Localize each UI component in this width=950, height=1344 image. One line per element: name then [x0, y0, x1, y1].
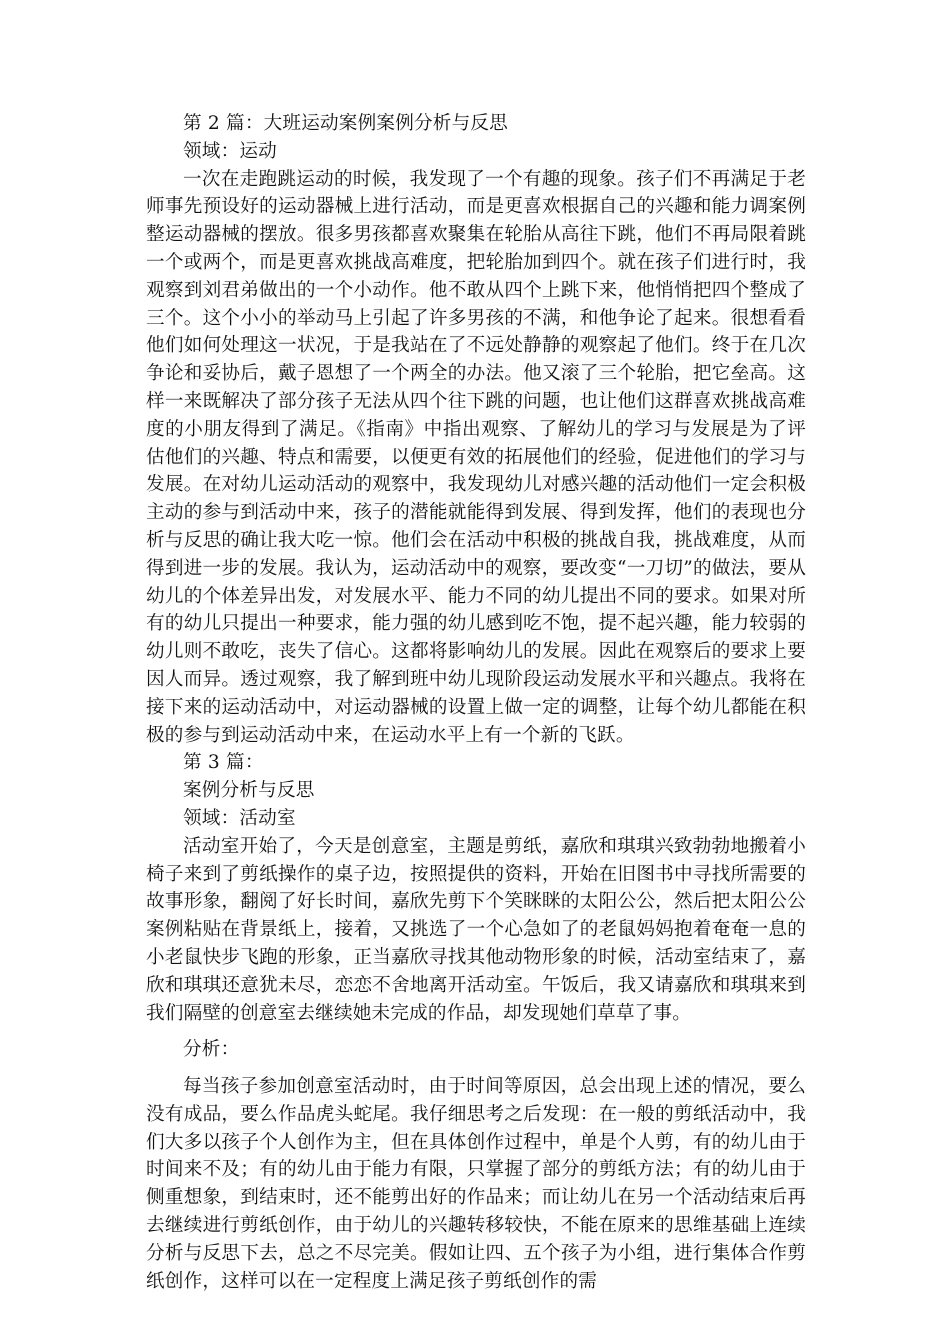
article-2-domain: 领域：运动: [183, 140, 277, 162]
article-3-paragraph-1: 活动室开始了，今天是创意室，主题是剪纸，嘉欣和琪琪兴致勃勃地搬着小椅子来到了剪纸操作的桌子边，按照提供的资料，开始在旧图书中寻找所需要的故事形象，翻阅了好长时间，嘉欣先剪下个笑眯眯的太阳公公，然后把太阳公公案例粘贴在背景纸上，接着，又挑选了一个心急如了的老鼠妈妈抱着奄奄一息的小老鼠快步飞跑的形象，正当嘉欣寻找其他动物形象的时候，活动室结束了，嘉欣和琪琪还意犹未尽，恋恋不舍地离开活动室。午饭后，我又请嘉欣和琪琪来到我们隔壁的创意室去继续她未完成的作品，却发现她们草草了事。: [146, 835, 806, 1024]
analysis-label: 分析：: [183, 1039, 240, 1061]
article-3-title: 第 3 篇：: [183, 752, 264, 774]
article-3-domain: 领域：活动室: [183, 807, 296, 829]
article-2-title: 第 2 篇：大班运动案例案例分析与反思: [183, 113, 508, 134]
article-2-paragraph: 一次在走跑跳运动的时候，我发现了一个有趣的现象。孩子们不再满足于老师事先预设好的运动器械上进行活动，而是更喜欢根据自己的兴趣和能力调案例整运动器械的摆放。很多男孩都喜欢聚集在轮胎从高往下跳，他们不再局限着跳一个或两个，而是更喜欢挑战高难度，把轮胎加到四个。就在孩子们进行时，我观察到刘君弟做出的一个小动作。他不敢从四个上跳下来，他悄悄把四个整成了三个。这个小小的举动马上引起了许多男孩的不满，和他争论了起来。很想看看他们如何处理这一状况，于是我站在了不远处静静的观察起了他们。终于在几次争论和妥协后，戴子恩想了一个两全的办法。他又滚了三个轮胎，把它垒高。这样一来既解决了部分孩子无法从四个往下跳的问题，也让他们这群喜欢挑战高难度的小朋友得到了满足。《指南》中指出观察、了解幼儿的学习与发展是为了评估他们的兴趣、特点和需要，以便更有效的拓展他们的经验，促进他们的学习与发展。在对幼儿运动活动的观察中，我发现幼儿对感兴趣的活动他们一定会积极主动的参与到活动中来，孩子的潜能就能得到发展、得到发挥，他们的表现也分析与反思的确让我大吃一惊。他们会在活动中积极的挑战自我，挑战难度，从而得到进一步的发展。我认为，运动活动中的观察，要改变“一刀切”的做法，要从幼儿的个体差异出发，对发展水平、能力不同的幼儿提出不同的要求。如果对所有的幼儿只提出一种要求，能力强的幼儿感到吃不饱，提不起兴趣，能力较弱的幼儿则不敢吃，丧失了信心。这都将影响幼儿的发展。因此在观察后的要求上要因人而异。透过观察，我了解到班中幼儿现阶段运动发展水平和兴趣点。我将在接下来的运动活动中，对运动器械的设置上做一定的调整，让每个幼儿都能在积极的参与到运动活动中来，在运动水平上有一个新的飞跃。: [146, 168, 806, 746]
article-3-subtitle: 案例分析与反思: [183, 780, 315, 802]
article-3-paragraph-2: 每当孩子参加创意室活动时，由于时间等原因，总会出现上述的情况，要么没有成品，要么作品虎头蛇尾。我仔细思考之后发现：在一般的剪纸活动中，我们大多以孩子个人创作为主，但在具体创作过程中，单是个人剪，有的幼儿由于时间来不及；有的幼儿由于能力有限，只掌握了部分的剪纸方法；有的幼儿由于侧重想象，到结束时，还不能剪出好的作品来；而让幼儿在另一个活动结束后再去继续进行剪纸创作，由于幼儿的兴趣转移较快，不能在原来的思维基础上连续分析与反思下去，总之不尽完美。假如让四、五个孩子为小组，进行集体合作剪纸创作，这样可以在一定程度上满足孩子剪纸创作的需: [146, 1076, 806, 1292]
document-page: [146, 110, 806, 1295]
